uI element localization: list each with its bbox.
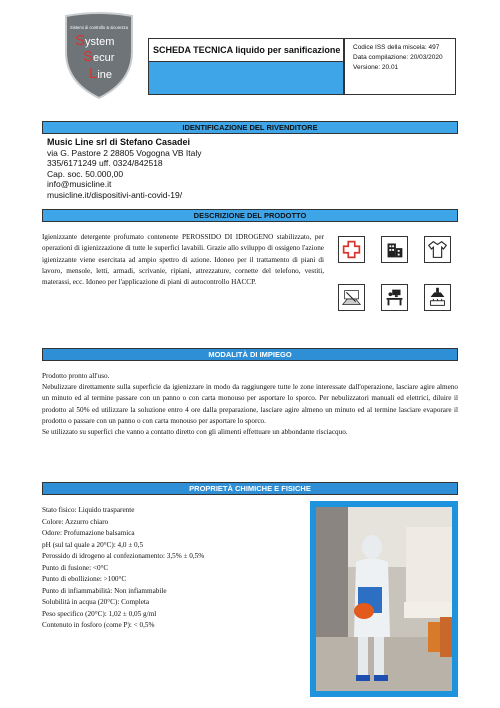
clothing-icon bbox=[424, 236, 451, 263]
logo-small-text: Sistemi di controllo & sicurezza bbox=[70, 25, 128, 30]
property-item: Peso specifico (20°C): 1,02 ± 0,05 g/ml bbox=[42, 609, 157, 618]
sanitization-photo bbox=[316, 507, 452, 691]
version: Versione: 20.01 bbox=[353, 64, 399, 71]
reseller-address: via G. Pastore 2 28805 Vogogna VB Italy bbox=[47, 147, 202, 158]
company-logo bbox=[62, 12, 136, 100]
usage-instructions bbox=[42, 371, 458, 438]
section-usage-title: MODALITÀ DI IMPIEGO bbox=[42, 348, 458, 361]
header-info bbox=[344, 38, 456, 95]
kitchen-hood-icon bbox=[424, 284, 451, 311]
section-description-title: DESCRIZIONE DEL PRODOTTO bbox=[42, 209, 458, 222]
property-item: Solubilità in acqua (20°C): Completa bbox=[42, 598, 150, 606]
property-item: Punto di infiammabilità: Non infiammabile bbox=[42, 586, 167, 595]
property-item: Punto di fusione: <0°C bbox=[42, 563, 109, 572]
svg-text:System: System bbox=[75, 32, 115, 49]
usage-paragraph-1: Prodotto pronto all'uso. bbox=[42, 372, 110, 380]
svg-text:Line: Line bbox=[89, 65, 113, 82]
usage-paragraph-2: Nebulizzare direttamente sulla superficie da igienizzare in modo da raggiungere tutte le zone interessate dall'operazione, lasciare agire almeno un minuto ed al termine passare con un panno o con carta monouso per asportare lo sporco. Per nebulizzatori manuali ed elettrici, diluire il prodotto al 50% ed utilizzare la soluzione entro 4 ore dalla preparazione, lasciare agire almeno un minuto ed al termine lasciare evaporare il prodotto o passare con un panno o con carta monouso per asportare lo sporco. bbox=[42, 383, 458, 425]
compilation-date: Data compilazione: 20/03/2020 bbox=[353, 54, 443, 61]
properties-list bbox=[42, 505, 204, 632]
reseller-phone: 335/6171249 uff. 0324/842518 bbox=[47, 158, 163, 168]
property-item: Perossido di idrogeno al confezionamento: 3,5% ± 0,5% bbox=[42, 552, 205, 560]
property-item: Stato fisico: Liquido trasparente bbox=[42, 506, 135, 514]
office-desk-icon bbox=[381, 284, 408, 311]
medical-cross-icon bbox=[338, 236, 365, 263]
section-properties-title: PROPRIETÀ CHIMICHE E FISICHE bbox=[42, 482, 458, 495]
usage-paragraph-3: Se utilizzato su superfici che vanno a contatto diretto con gli alimenti effettuare un abbondante risciacquo. bbox=[42, 428, 348, 437]
reseller-url: musicline.it/dispositivi-anti-covid-19/ bbox=[47, 189, 183, 200]
reseller-email: info@musicline.it bbox=[47, 179, 112, 189]
reseller-block bbox=[47, 137, 202, 200]
room-cleaning-icon bbox=[338, 284, 365, 311]
document-title: SCHEDA TECNICA liquido per sanificazione bbox=[148, 38, 344, 62]
property-item: Contenuto in fosforo (come P): < 0,5% bbox=[42, 621, 155, 629]
iss-code: Codice ISS della miscela: 497 bbox=[353, 44, 440, 51]
reseller-name: Music Line srl di Stefano Casadei bbox=[47, 137, 191, 147]
property-item: Punto di ebollizione: >100°C bbox=[42, 575, 127, 583]
property-item: Odore: Profumazione balsamica bbox=[42, 529, 135, 537]
section-reseller-title: IDENTIFICAZIONE DEL RIVENDITORE bbox=[42, 121, 458, 134]
svg-text:Secur: Secur bbox=[83, 48, 115, 65]
property-item: pH (sul tal quale a 20°C): 4,0 ± 0,5 bbox=[42, 540, 144, 549]
product-description: Igienizzante detergente profumato contenente PEROSSIDO DI IDROGENO stabilizzato, per operazioni di igienizzazione di tutte le superfici lavabili. Grazie allo sviluppo di ossigeno l'azione igienizzante viene esercitata ad ampio spettro di azione. Idoneo per il trattamento di piani di lavoro, mensole, letti, armadi, scrivanie, ripiani, attrezzature, cornette del telefono, vestiti, materassi, ecc. Idoneo per l'applicazione di piani di autocontrollo HACCP. bbox=[42, 233, 324, 287]
building-icon bbox=[381, 236, 408, 263]
property-item: Colore: Azzurro chiaro bbox=[42, 517, 109, 526]
reseller-capital: Cap. soc. 50.000,00 bbox=[47, 168, 124, 179]
header-blue-block bbox=[148, 62, 344, 95]
